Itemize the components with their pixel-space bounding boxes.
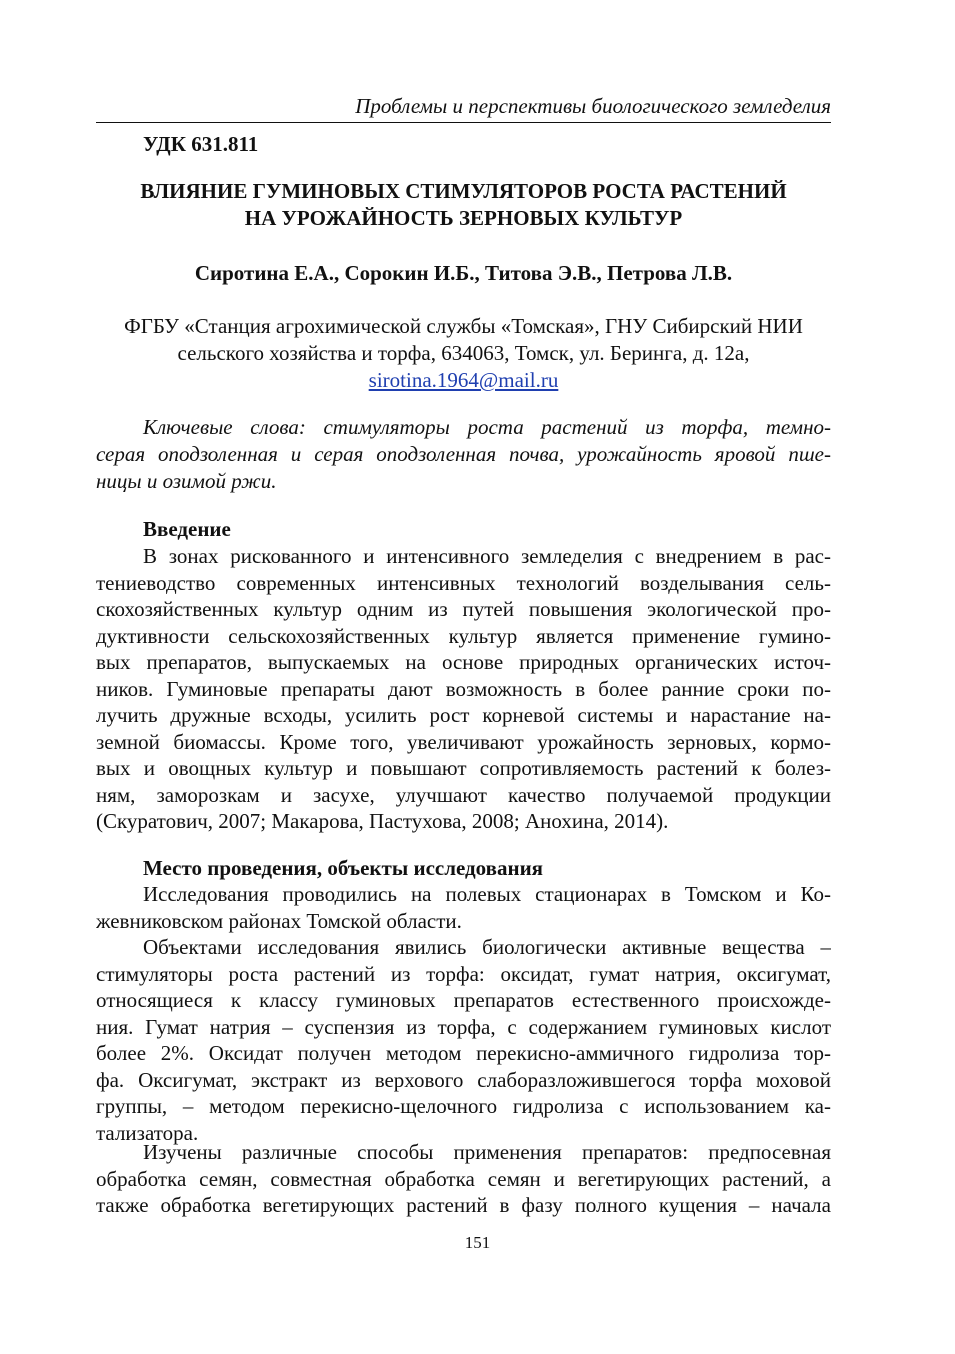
text-line: скохозяйственных культур одним из путей повышения экологической про- (96, 597, 831, 621)
text-line: тениеводство современных интенсивных технологий возделывания сель- (96, 570, 831, 595)
keywords-line: серая оподзоленная и серая оподзоленная почва, урожайность яровой пше- (96, 442, 831, 466)
methods-paragraph (96, 1139, 831, 1219)
title-line: ВЛИЯНИЕ ГУМИНОВЫХ СТИМУЛЯТОРОВ РОСТА РАСТЕНИЙ (140, 179, 787, 203)
text-line: дуктивности сельскохозяйственных культур является применение гумино- (96, 623, 831, 648)
text-line: ням, заморозкам и засухе, улучшают качество получаемой продукции (96, 782, 831, 807)
text-line: лучить дружные всходы, усилить рост корневой системы и нарастание на- (96, 703, 831, 727)
text-line: Объектами исследования явились биологически активные вещества – (143, 935, 831, 959)
page-number: 151 (464, 1233, 491, 1252)
text-line: земной биомассы. Кроме того, увеличивают урожайность зерновых, кормо- (96, 729, 831, 754)
text-line: обработка семян, совместная обработка семян и вегетирующих растений, а (96, 1166, 831, 1191)
text-line: вых и овощных культур и повышают сопротивляемость растений к болез- (96, 756, 831, 780)
affiliation-line: сельского хозяйства и торфа, 634063, Томск, ул. Беринга, д. 12а, (177, 341, 750, 365)
methods-paragraph (96, 881, 831, 934)
text-line: ния. Гумат натрия – суспензия из торфа, с содержанием гуминовых кислот (96, 1014, 831, 1039)
text-line: группы, – методом перекисно-щелочного гидролиза с использованием ка- (96, 1094, 831, 1118)
text-line: также обработка вегетирующих растений в фазу полного кущения – начала (96, 1193, 831, 1217)
text-line: В зонах рискованного и интенсивного земледелия с внедрением в рас- (143, 544, 831, 568)
email-link[interactable]: sirotina.1964@mail.ru (368, 368, 559, 392)
authors: Сиротина Е.А., Сорокин И.Б., Титова Э.В., Петрова Л.В. (194, 261, 733, 285)
text-line: относящиеся к классу гуминовых препаратов естественного происхожде- (96, 988, 831, 1012)
intro-paragraph (96, 543, 831, 835)
article-title (96, 178, 831, 232)
section-heading-intro: Введение (143, 517, 231, 541)
text-line: Исследования проводились на полевых стационарах в Томском и Ко- (143, 882, 831, 906)
methods-paragraph (96, 934, 831, 1146)
title-line: НА УРОЖАЙНОСТЬ ЗЕРНОВЫХ КУЛЬТУР (244, 206, 683, 230)
text-line: тализатора. (96, 1120, 199, 1145)
running-header: Проблемы и перспективы биологического земледелия (96, 92, 831, 123)
affiliation-line: ФГБУ «Станция агрохимической службы «Томская», ГНУ Сибирский НИИ (124, 314, 803, 338)
udc-code: УДК 631.811 (143, 132, 259, 156)
text-line: Изучены различные способы применения препаратов: предпосевная (143, 1140, 831, 1164)
text-line: более 2%. Оксидат получен методом перекисно-аммичного гидролиза тор- (96, 1041, 831, 1065)
text-line: жевниковском районах Томской области. (96, 908, 462, 933)
text-line: стимуляторы роста растений из торфа: оксидат, гумат натрия, оксигумат, (96, 961, 831, 986)
text-line: ников. Гуминовые препараты дают возможность в более ранние сроки по- (96, 676, 831, 701)
text-line: (Скуратович, 2007; Макарова, Пастухова, 2008; Анохина, 2014). (96, 809, 669, 833)
keywords-line: ницы и озимой ржи. (96, 469, 277, 493)
text-line: вых препаратов, выпускаемых на основе природных органических источ- (96, 650, 831, 674)
keywords (96, 414, 831, 495)
keywords-line: Ключевые слова: стимуляторы роста растений из торфа, темно- (143, 415, 831, 439)
text-line: фа. Оксигумат, экстракт из верхового слаборазложившегося торфа моховой (96, 1067, 831, 1092)
affiliation (96, 313, 831, 394)
section-heading-methods: Место проведения, объекты исследования (143, 856, 544, 880)
